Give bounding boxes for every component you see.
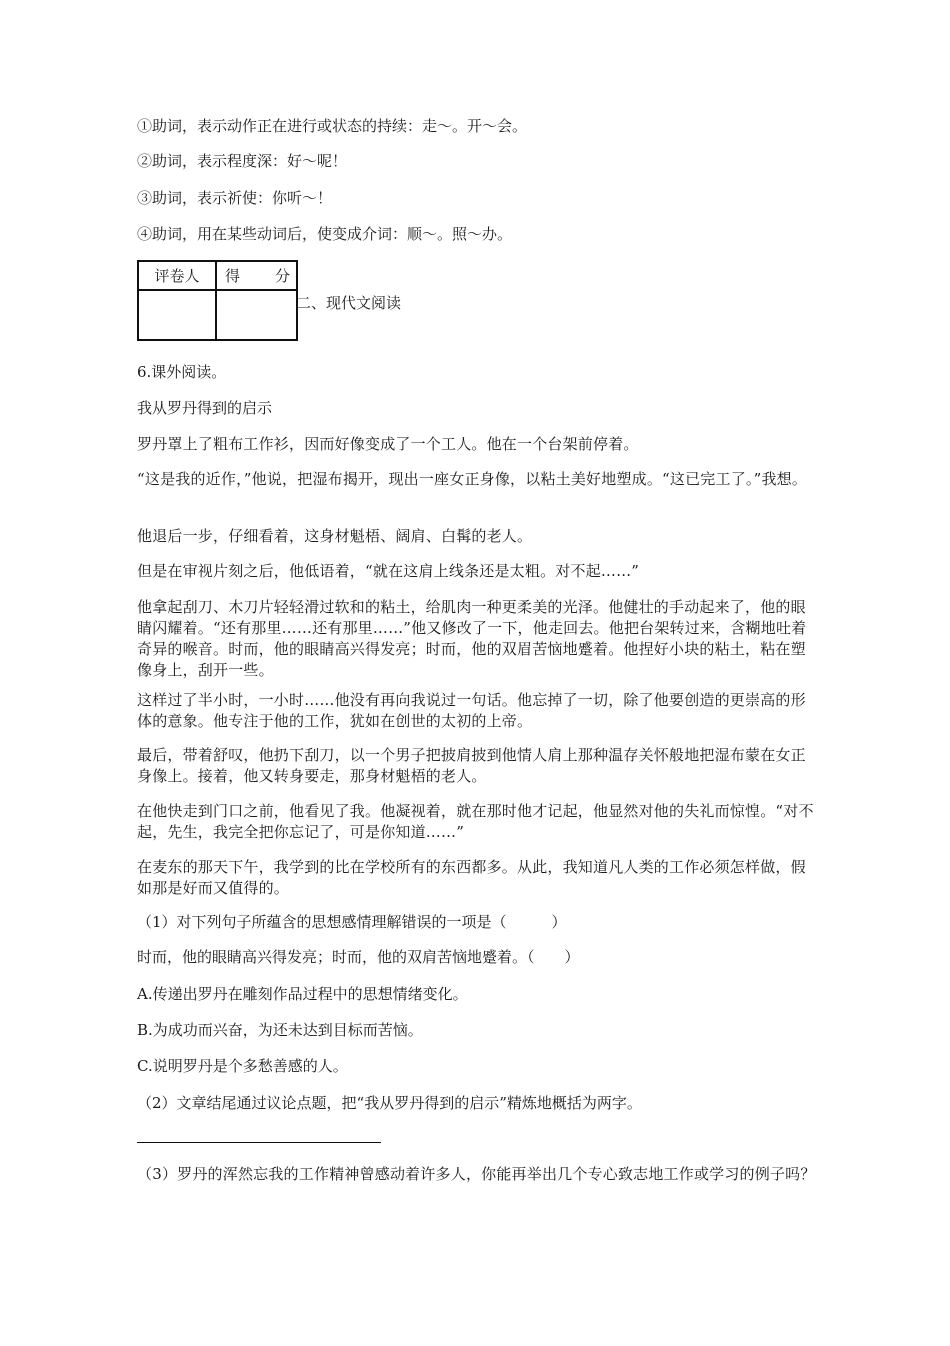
answer-blank-line[interactable]: [137, 1142, 381, 1143]
passage-title: 我从罗丹得到的启示: [137, 399, 273, 417]
definition-1: ①助词，表示动作正在进行或状态的持续：走～。开～会。: [137, 117, 528, 135]
definition-3: ③助词，表示祈使：你听～！: [137, 189, 333, 207]
score-blank-cell[interactable]: [216, 290, 297, 340]
option-a[interactable]: A.传递出罗丹在雕刻作品过程中的思想情绪变化。: [137, 985, 468, 1003]
option-c[interactable]: C.说明罗丹是个多愁善感的人。: [137, 1057, 348, 1075]
passage-paragraph-2: “这是我的近作，”他说，把湿布揭开，现出一座女正身像，以粘土美好地塑成。“这已完工了。”我想。: [137, 470, 808, 488]
score-label-1: 得: [225, 267, 241, 285]
option-b[interactable]: B.为成功而兴奋，为还未达到目标而苦恼。: [137, 1021, 423, 1039]
score-label-2: 分: [274, 267, 290, 285]
definition-4: ④助词，用在某些动词后，使变成介词：顺～。照～办。: [137, 225, 513, 243]
section-title: 二、现代文阅读: [296, 294, 402, 312]
passage-paragraph-8: 在他快走到门口之前，他看见了我。他凝视着，就在那时他才记起，他显然对他的失礼而惊惶。“对不起，先生，我完全把你忘记了，可是你知道……”: [137, 802, 814, 841]
passage-paragraph-6: 这样过了半小时，一小时……他没有再向我说过一句话。他忘掉了一切，除了他要创造的更崇高的形体的意象。他专注于他的工作，犹如在创世的太初的上帝。: [137, 691, 806, 730]
question-1-sentence: 时而，他的眼睛高兴得发亮；时而，他的双肩苦恼地蹙着。（ ）: [137, 948, 580, 966]
passage-paragraph-4: 但是在审视片刻之后，他低语着，“就在这肩上线条还是太粗。对不起……”: [137, 562, 640, 580]
definition-2: ②助词，表示程度深：好～呢！: [137, 152, 348, 170]
score-table: [137, 260, 298, 341]
passage-paragraph-9: 在麦东的那天下午，我学到的比在学校所有的东西都多。从此，我知道凡人类的工作必须怎样做，假如那是好而又值得的。: [137, 858, 806, 897]
passage-paragraph-5: 他拿起刮刀、木刀片轻轻滑过软和的粘土，给肌肉一种更柔美的光泽。他健壮的手动起来了，他的眼睛闪耀着。“还有那里……还有那里……”他又修改了一下，他走回去。他把台架转过来，含糊地吐着奇异的喉音。时而，他的眼睛高兴得发亮；时而，他的双眉苦恼地蹙着。他捏好小块的粘土，粘在塑像身上，刮开一些。: [137, 598, 807, 679]
question-intro: 6.课外阅读。: [137, 363, 227, 381]
grader-blank-cell[interactable]: [138, 290, 216, 340]
question-1-prompt: （1）对下列句子所蕴含的思想感情理解错误的一项是（ ）: [137, 913, 567, 931]
question-3-prompt: （3）罗丹的浑然忘我的工作精神曾感动着许多人，你能再举出几个专心致志地工作或学习的例子吗？: [137, 1165, 816, 1183]
passage-paragraph-1: 罗丹罩上了粗布工作衫，因而好像变成了一个工人。他在一个台架前停着。: [137, 435, 639, 453]
passage-paragraph-7: 最后，带着舒叹，他扔下刮刀，以一个男子把披肩披到他情人肩上那种温存关怀般地把湿布蒙在女正身像上。接着，他又转身要走，那身材魁梧的老人。: [137, 746, 806, 785]
grader-label: 评卷人: [138, 261, 216, 290]
score-label-cell: [216, 261, 297, 290]
passage-paragraph-3: 他退后一步，仔细看着，这身材魁梧、阔肩、白髯的老人。: [137, 527, 533, 545]
question-2-prompt: （2）文章结尾通过议论点题，把“我从罗丹得到的启示”精炼地概括为两字。: [137, 1094, 642, 1112]
